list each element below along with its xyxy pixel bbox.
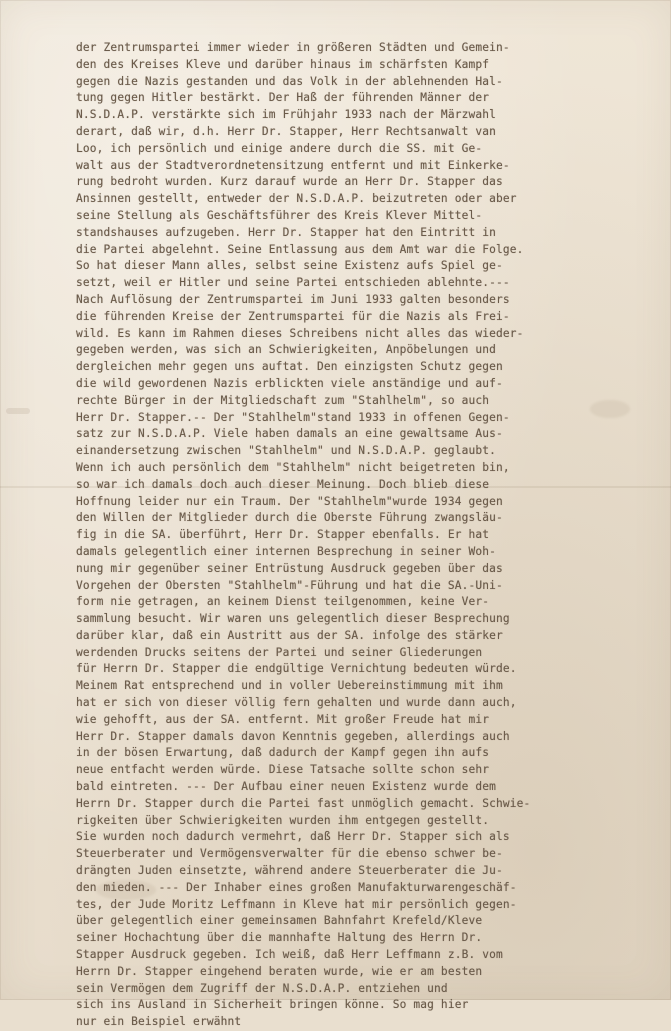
text-line: in der bösen Erwartung, daß dadurch der Kampf gegen ihn aufs <box>76 746 490 760</box>
text-line: derart, daß wir, d.h. Herr Dr. Stapper, Herr Rechtsanwalt van <box>76 124 497 138</box>
text-line: gegen die Nazis gestanden und das Volk in der ablehnenden Hal- <box>76 74 503 88</box>
text-line: gegeben werden, was sich an Schwierigkeiten, Anpöbelungen und <box>76 343 497 357</box>
text-line: die Partei abgelehnt. Seine Entlassung aus dem Amt war die Folge. <box>76 242 524 256</box>
text-line: So hat dieser Mann alles, selbst seine Existenz aufs Spiel ge- <box>76 259 503 273</box>
text-line: den des Kreises Kleve und darüber hinaus im schärfsten Kampf <box>76 57 490 71</box>
text-line: Steuerberater und Vermögensverwalter für die ebenso schwer be- <box>76 847 503 861</box>
text-line: rung bedroht wurden. Kurz darauf wurde an Herr Dr. Stapper das <box>76 175 503 189</box>
text-line: Herrn Dr. Stapper eingehend beraten wurde, wie er am besten <box>76 964 483 978</box>
text-line: dergleichen mehr gegen uns auftat. Den einzigsten Schutz gegen <box>76 360 503 374</box>
text-line: walt aus der Stadtverordnetensitzung entfernt und mit Einkerke- <box>76 158 510 172</box>
text-line: tes, der Jude Moritz Leffmann in Kleve hat mir persönlich gegen- <box>76 897 517 911</box>
text-line: für Herrn Dr. Stapper die endgültige Vernichtung bedeuten würde. <box>76 662 517 676</box>
text-line: die wild gewordenen Nazis erblickten viele anständige und auf- <box>76 376 503 390</box>
text-line: Herr Dr. Stapper damals davon Kenntnis gegeben, allerdings auch <box>76 729 510 743</box>
text-line: wie gehofft, aus der SA. entfernt. Mit großer Freude hat mir <box>76 712 490 726</box>
text-line: Herrn Dr. Stapper durch die Partei fast unmöglich gemacht. Schwie- <box>76 796 531 810</box>
text-line: nung mir gegenüber seiner Entrüstung Ausdruck gegeben über das <box>76 561 503 575</box>
text-line: damals gelegentlich einer internen Besprechung in seiner Woh- <box>76 544 497 558</box>
text-line: darüber klar, daß ein Austritt aus der SA. infolge des stärker <box>76 628 503 642</box>
text-line: nur ein Beispiel erwähnt <box>76 1015 242 1029</box>
text-line: sammlung besucht. Wir waren uns gelegentlich dieser Besprechung <box>76 612 510 626</box>
text-line: rechte Bürger in der Mitgliedschaft zum "Stahlhelm", so auch <box>76 393 490 407</box>
text-line: Sie wurden noch dadurch vermehrt, daß Herr Dr. Stapper sich als <box>76 830 510 844</box>
text-line: Loo, ich persönlich und einige andere durch die SS. mit Ge- <box>76 141 483 155</box>
text-line: seine Stellung als Geschäftsführer des Kreis Klever Mittel- <box>76 208 483 222</box>
text-line: der Zentrumspartei immer wieder in größeren Städten und Gemein- <box>76 41 510 54</box>
text-line: die führenden Kreise der Zentrumspartei für die Nazis als Frei- <box>76 309 510 323</box>
text-line: tung gegen Hitler bestärkt. Der Haß der führenden Männer der <box>76 91 490 105</box>
text-line: neue entfacht werden würde. Diese Tatsache sollte schon sehr <box>76 763 490 777</box>
text-line: Hoffnung leider nur ein Traum. Der "Stahlhelm"wurde 1934 gegen <box>76 494 503 508</box>
text-line: Stapper Ausdruck gegeben. Ich weiß, daß Herr Leffmann z.B. vom <box>76 948 503 962</box>
text-line: sein Vermögen dem Zugriff der N.S.D.A.P. entziehen und <box>76 981 448 995</box>
text-line: fig in die SA. überführt, Herr Dr. Stapper ebenfalls. Er hat <box>76 528 490 542</box>
text-line: form nie getragen, an keinem Dienst teilgenommen, keine Ver- <box>76 595 490 609</box>
text-line: standshauses aufzugeben. Herr Dr. Stapper hat den Eintritt in <box>76 225 497 239</box>
text-line: werdenden Drucks seitens der Partei und seiner Gliederungen <box>76 645 483 659</box>
text-line: Meinem Rat entsprechend und in voller Uebereinstimmung mit ihm <box>76 679 503 693</box>
text-line: hat er sich von dieser völlig fern gehalten und wurde dann auch, <box>76 696 517 710</box>
text-line: Ansinnen gestellt, entweder der N.S.D.A.P. beizutreten oder aber <box>76 192 517 206</box>
text-line: wild. Es kann im Rahmen dieses Schreibens nicht alles das wieder- <box>76 326 524 340</box>
margin-mark <box>6 408 30 414</box>
text-line: Nach Auflösung der Zentrumspartei im Juni 1933 galten besonders <box>76 292 510 306</box>
text-line: seiner Hochachtung über die mannhafte Haltung des Herrn Dr. <box>76 931 483 945</box>
text-line: einandersetzung zwischen "Stahlhelm" und N.S.D.A.P. geglaubt. <box>76 444 497 458</box>
text-line: Herr Dr. Stapper.-- Der "Stahlhelm"stand 1933 in offenen Gegen- <box>76 410 510 424</box>
text-line: bald eintreten. --- Der Aufbau einer neuen Existenz wurde dem <box>76 780 497 794</box>
text-line: sich ins Ausland in Sicherheit bringen könne. So mag hier <box>76 998 469 1012</box>
text-line: so war ich damals doch auch dieser Meinung. Doch blieb diese <box>76 477 490 491</box>
text-line: satz zur N.S.D.A.P. Viele haben damals an eine gewaltsame Aus- <box>76 427 503 441</box>
typewritten-text-body <box>76 40 646 1029</box>
text-line: den Willen der Mitglieder durch die Oberste Führung zwangsläu- <box>76 511 503 525</box>
text-line: den mieden. --- Der Inhaber eines großen Manufakturwarengeschäf- <box>76 880 517 894</box>
text-line: setzt, weil er Hitler und seine Partei entschieden ablehnte.--- <box>76 276 510 290</box>
text-line: N.S.D.A.P. verstärkte sich im Frühjahr 1933 nach der Märzwahl <box>76 108 497 122</box>
text-line: Vorgehen der Obersten "Stahlhelm"-Führung und hat die SA.-Uni- <box>76 578 503 592</box>
text-line: über gelegentlich einer gemeinsamen Bahnfahrt Krefeld/Kleve <box>76 914 483 928</box>
text-line: rigkeiten über Schwierigkeiten wurden ihm entgegen gestellt. <box>76 813 490 827</box>
text-line: Wenn ich auch persönlich dem "Stahlhelm" nicht beigetreten bin, <box>76 460 510 474</box>
text-line: drängten Juden einsetzte, während andere Steuerberater die Ju- <box>76 864 503 878</box>
